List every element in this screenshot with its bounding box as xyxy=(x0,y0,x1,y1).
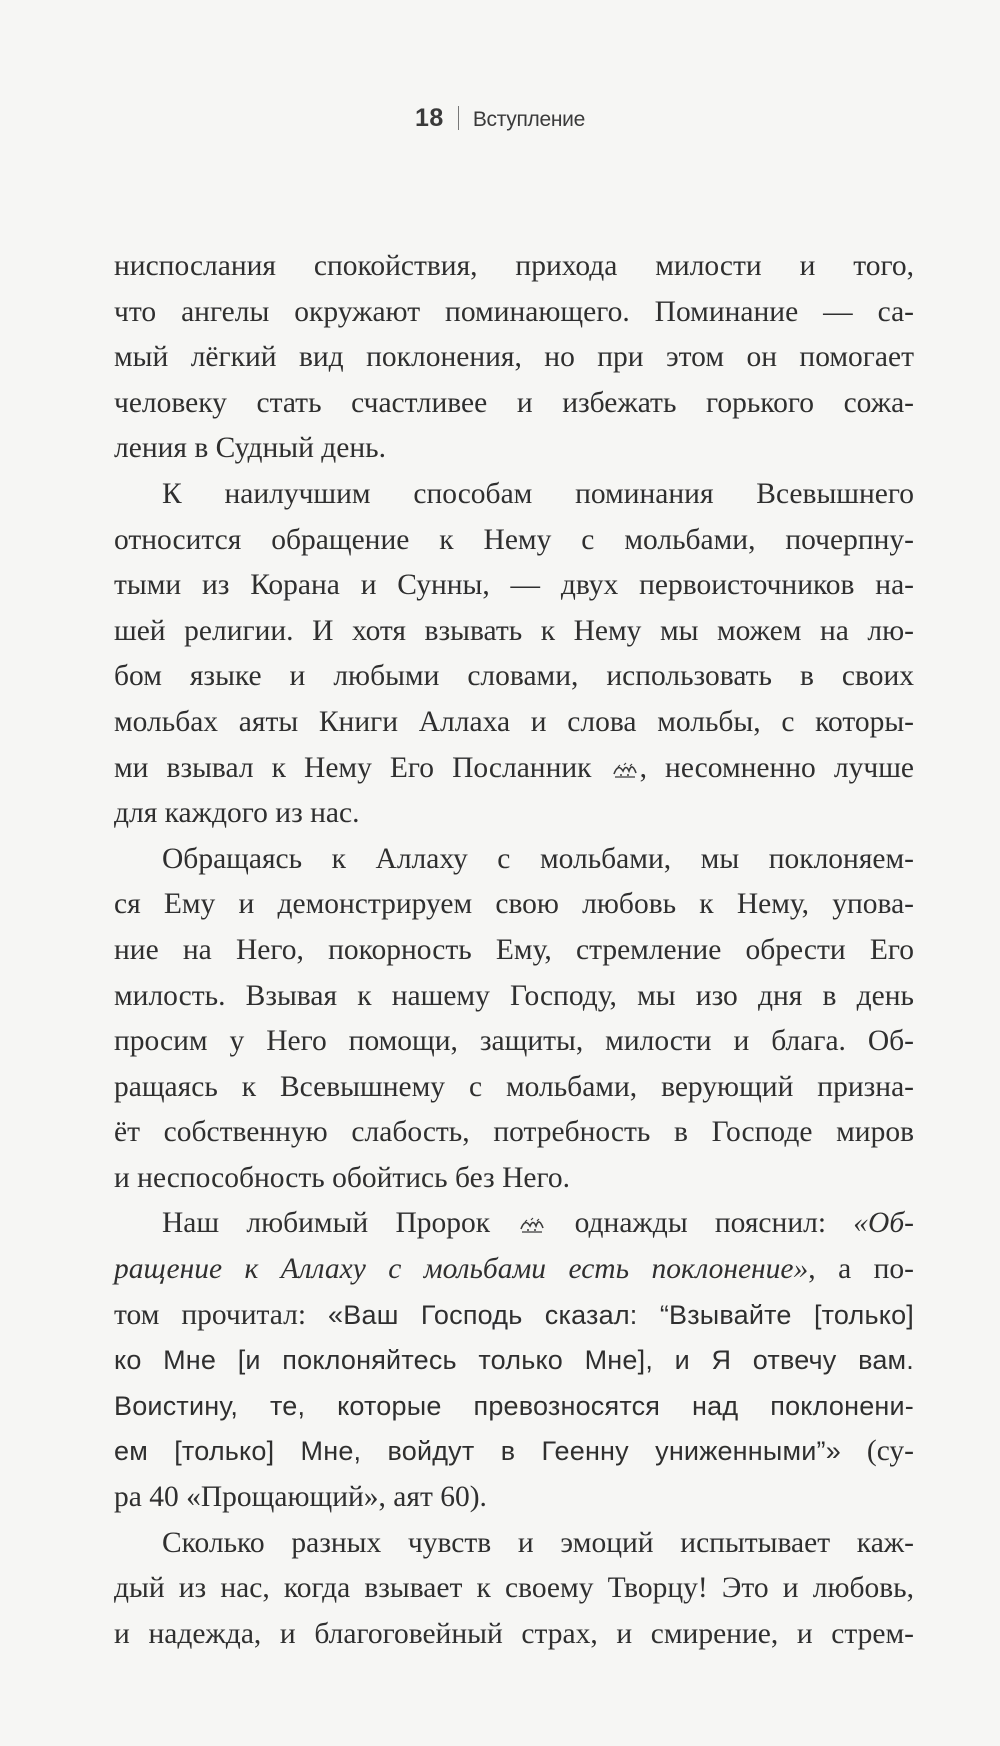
page-body xyxy=(114,244,914,1657)
text-line xyxy=(114,1429,914,1475)
text-line: Сколько разных чувств и эмоций испытывает каж- xyxy=(162,1526,914,1559)
text-line: дый из нас, когда взывает к своему Творцу! Это и любовь, xyxy=(114,1572,914,1605)
quran-quote: ем [только] Мне, войдут в Геенну униженными”» xyxy=(114,1436,841,1467)
text-segment: (су- xyxy=(840,1435,914,1468)
header-divider xyxy=(458,106,459,130)
text-line: ращаясь к Всевышнему с мольбами, верующий призна- xyxy=(114,1070,914,1103)
text-line: милость. Взывая к нашему Господу, мы изо дня в день xyxy=(114,979,914,1012)
section-title: Вступление xyxy=(472,108,585,131)
paragraph-4 xyxy=(114,1201,914,1520)
hadith-quote: ращение к Аллаху с мольбами есть поклонение» xyxy=(114,1253,809,1286)
text-line: мольбах аяты Книги Аллаха и слова мольбы, с которы- xyxy=(114,705,914,738)
salawat-glyph-icon xyxy=(519,1214,545,1234)
text-line: К наилучшим способам поминания Всевышнего xyxy=(162,477,914,510)
text-line xyxy=(114,1293,914,1339)
text-line: тыми из Корана и Сунны, — двух первоисточников на- xyxy=(114,569,914,602)
text-line: и надежда, и благоговейный страх, и смирение, и стрем- xyxy=(114,1617,914,1650)
text-segment: Наш любимый Пророк xyxy=(162,1207,491,1240)
text-segment: однажды пояснил: xyxy=(547,1207,854,1240)
text-line xyxy=(114,1247,914,1293)
text-line: что ангелы окружают поминающего. Поминание — са- xyxy=(114,295,914,328)
hadith-quote: «Об- xyxy=(853,1207,914,1240)
paragraph-5 xyxy=(114,1521,914,1658)
text-line: человеку стать счастливее и избежать горького сожа- xyxy=(114,386,914,419)
text-line: ёт собственную слабость, потребность в Господе миров xyxy=(114,1116,914,1149)
text-line: ра 40 «Прощающий», аят 60). xyxy=(114,1481,487,1514)
text-line: относится обращение к Нему с мольбами, почерпну- xyxy=(114,523,914,556)
text-segment: ми взывал к Нему Его Посланник xyxy=(114,751,592,784)
paragraph-1 xyxy=(114,244,914,472)
text-line: и неспособность обойтись без Него. xyxy=(114,1161,570,1194)
text-line: просим у Него помощи, защиты, милости и блага. Об- xyxy=(114,1025,914,1058)
salawat-glyph-icon xyxy=(612,759,638,779)
text-segment: том прочитал: xyxy=(114,1298,329,1331)
text-line: ниспослания спокойствия, прихода милости и того, xyxy=(114,250,914,282)
text-line: ся Ему и демонстрируем свою любовь к Нему, упова- xyxy=(114,888,914,921)
text-line xyxy=(114,1201,914,1247)
text-line: шей религии. И хотя взывать к Нему мы можем на лю- xyxy=(114,614,914,647)
text-line xyxy=(114,746,914,792)
text-line: Обращаясь к Аллаху с мольбами, мы поклоняем- xyxy=(162,842,914,875)
paragraph-3 xyxy=(114,837,914,1202)
text-line: для каждого из нас. xyxy=(114,797,360,830)
text-line: ления в Судный день. xyxy=(114,432,386,465)
paragraph-2 xyxy=(114,472,914,837)
quran-quote-line: ко Мне [и поклоняйтесь только Мне], и Я отвечу вам. xyxy=(114,1345,914,1376)
text-line: ние на Него, покорность Ему, стремление обрести Его xyxy=(114,933,914,966)
text-segment: , а по- xyxy=(808,1253,914,1286)
running-head xyxy=(0,104,1000,134)
text-segment: , несомненно лучше xyxy=(639,751,914,784)
quran-quote-line: Воистину, те, которые превозносятся над поклонени- xyxy=(114,1390,914,1421)
page-number: 18 xyxy=(415,104,444,132)
text-line: мый лёгкий вид поклонения, но при этом он помогает xyxy=(114,341,914,374)
quran-quote: «Ваш Господь сказал: “Взывайте [только] xyxy=(328,1299,914,1330)
text-line: бом языке и любыми словами, использовать в своих xyxy=(114,660,914,693)
